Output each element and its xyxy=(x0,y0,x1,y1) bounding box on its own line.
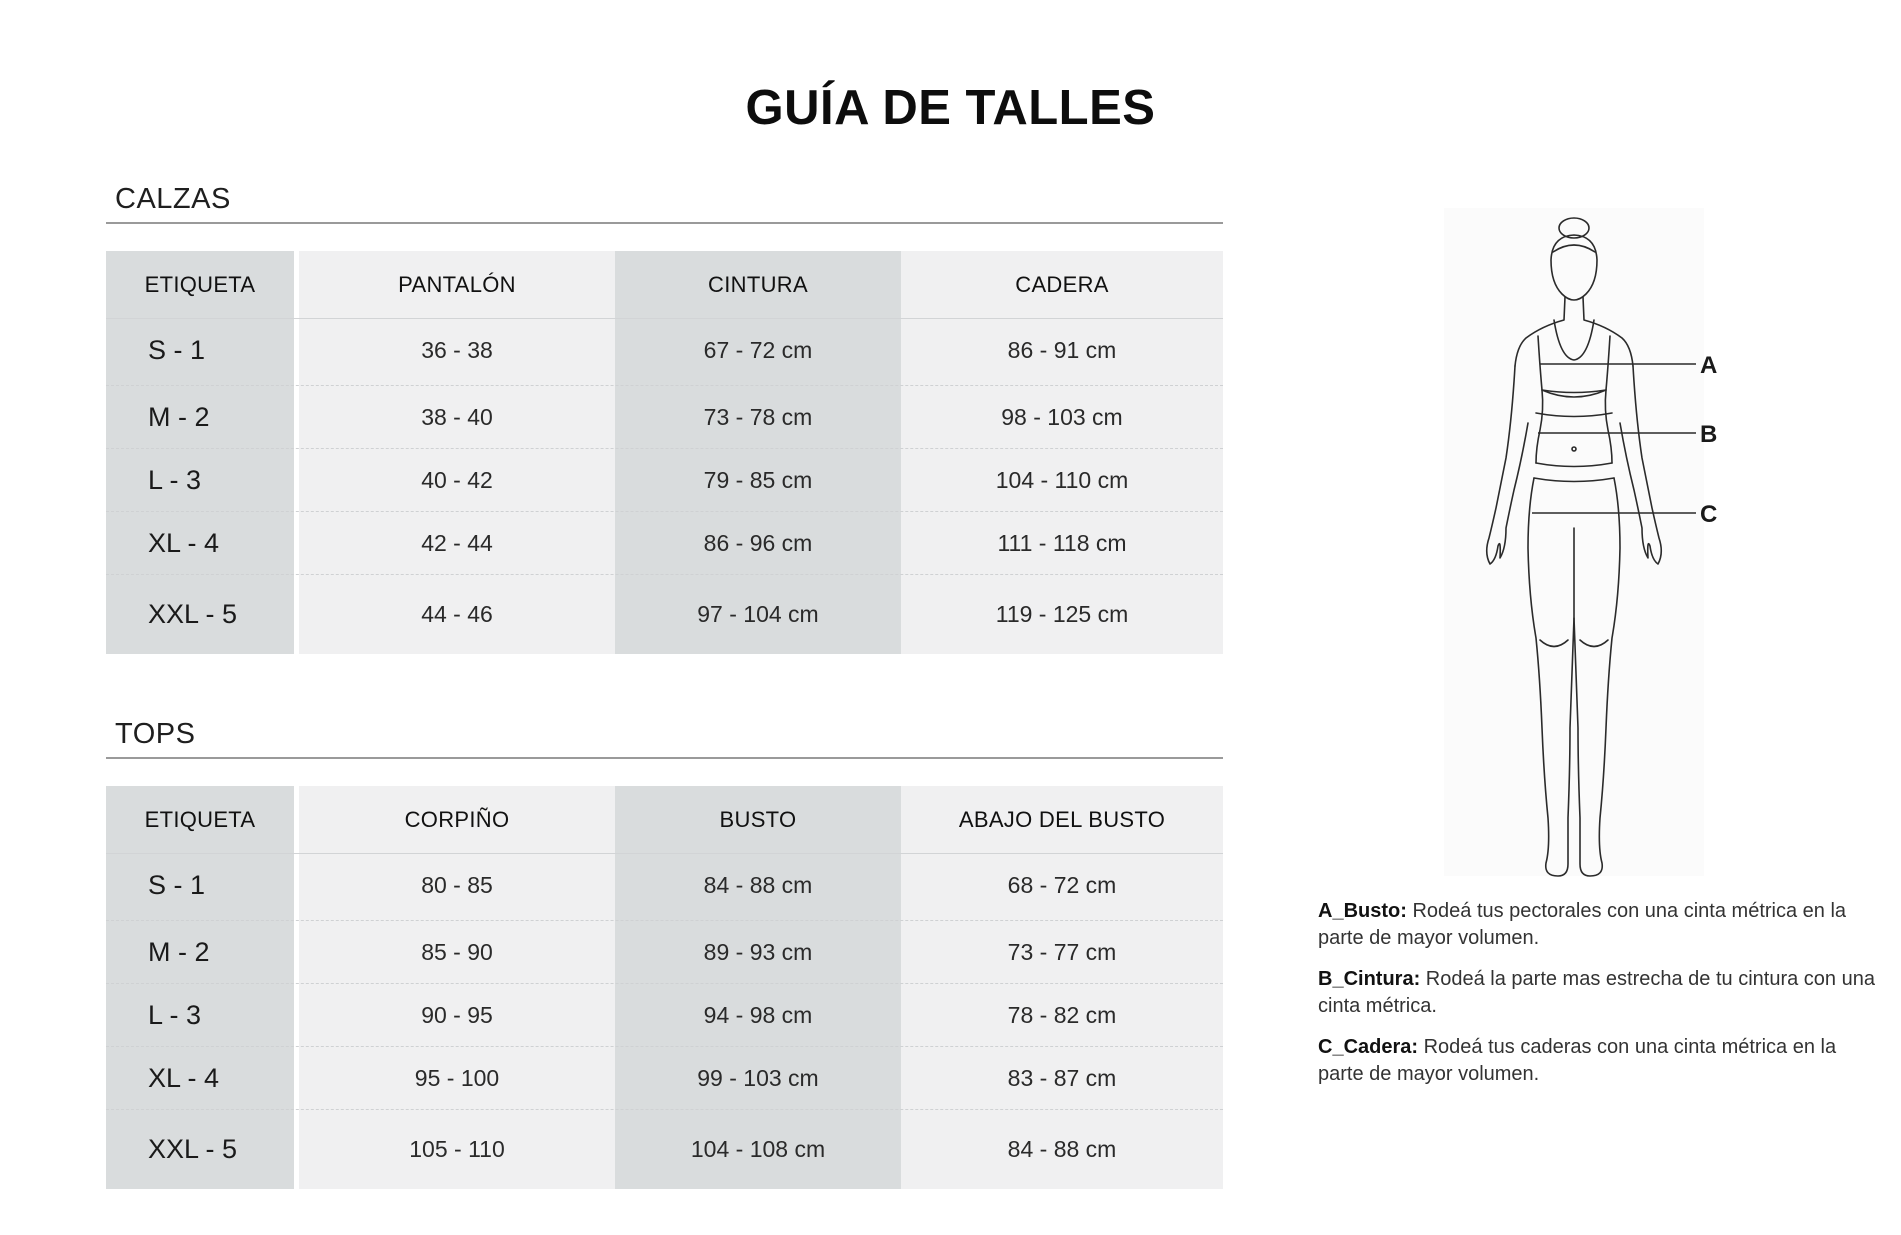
table-row xyxy=(106,920,1223,983)
table-row xyxy=(106,574,1223,654)
table-cell: 73 - 77 cm xyxy=(1007,938,1117,965)
table-cell: 90 - 95 xyxy=(421,1001,493,1028)
table-cell: 99 - 103 cm xyxy=(697,1064,819,1091)
size-label: S - 1 xyxy=(148,869,206,900)
note-text: Rodeá tus pectorales con una cinta métrica en la parte de mayor volumen. xyxy=(1318,900,1847,949)
header-cell: ETIQUETA xyxy=(144,806,256,832)
table-header-row xyxy=(106,251,1223,318)
size-label: M - 2 xyxy=(148,936,210,967)
size-label: XXL - 5 xyxy=(148,599,238,629)
table-cell: 85 - 90 xyxy=(421,938,493,965)
right-waist xyxy=(1605,390,1612,463)
note-text: Rodeá la parte mas estrecha de tu cintura con una cinta métrica. xyxy=(1318,968,1875,1017)
table-cell: 98 - 103 cm xyxy=(1001,403,1123,430)
page-title: GUÍA DE TALLES xyxy=(745,81,1156,135)
table-cell: 38 - 40 xyxy=(421,403,493,430)
table-cell: 73 - 78 cm xyxy=(703,403,813,430)
table-cell: 80 - 85 xyxy=(421,871,493,898)
right-arm xyxy=(1620,366,1661,564)
calzas-divider xyxy=(106,222,1223,224)
table-row xyxy=(106,1046,1223,1109)
left-knee xyxy=(1540,640,1568,647)
size-label: L - 3 xyxy=(148,999,202,1030)
table-cell: 119 - 125 cm xyxy=(995,601,1129,627)
table-cell: 42 - 44 xyxy=(421,529,493,556)
navel xyxy=(1572,447,1576,451)
body-measurement-figure xyxy=(1444,208,1764,888)
measurement-notes xyxy=(1318,898,1878,1102)
tops-size-table xyxy=(106,786,1223,1189)
table-cell: 97 - 104 cm xyxy=(697,601,819,627)
left-waist xyxy=(1536,390,1543,463)
table-cell: 78 - 82 cm xyxy=(1007,1001,1117,1028)
table-cell: 84 - 88 cm xyxy=(1007,1136,1117,1162)
note-text: Rodeá tus caderas con una cinta métrica en la parte de mayor volumen. xyxy=(1318,1036,1837,1085)
table-cell: 89 - 93 cm xyxy=(703,938,813,965)
table-row xyxy=(106,1109,1223,1189)
table-row xyxy=(106,448,1223,511)
header-cell: ABAJO DEL BUSTO xyxy=(958,806,1166,832)
table-row xyxy=(106,983,1223,1046)
size-label: XXL - 5 xyxy=(148,1134,238,1164)
calzas-section-title: CALZAS xyxy=(115,183,231,215)
table-cell: 86 - 96 cm xyxy=(703,529,813,556)
table-cell: 104 - 108 cm xyxy=(690,1136,826,1162)
table-cell: 84 - 88 cm xyxy=(703,871,813,898)
header-cell: CORPIÑO xyxy=(404,806,510,832)
marker-a: A xyxy=(1700,352,1718,379)
header-cell: ETIQUETA xyxy=(144,271,256,297)
table-row xyxy=(106,853,1223,916)
table-row xyxy=(106,318,1223,381)
table-cell: 68 - 72 cm xyxy=(1007,871,1117,898)
bra-neckline xyxy=(1554,320,1594,360)
table-cell: 86 - 91 cm xyxy=(1007,336,1117,363)
table-cell: 36 - 38 xyxy=(421,336,493,363)
waistband-bottom xyxy=(1534,478,1614,482)
tops-divider xyxy=(106,757,1223,759)
header-cell: BUSTO xyxy=(719,806,797,832)
right-knee xyxy=(1580,640,1608,647)
note-key: C_Cadera: xyxy=(1318,1036,1419,1058)
size-label: S - 1 xyxy=(148,334,206,365)
note-bust xyxy=(1318,898,1878,952)
size-label: M - 2 xyxy=(148,401,210,432)
right-leg xyxy=(1574,478,1620,876)
table-cell: 95 - 100 xyxy=(414,1064,500,1091)
table-cell: 44 - 46 xyxy=(421,601,493,627)
table-cell: 111 - 118 cm xyxy=(997,529,1127,556)
table-header-row xyxy=(106,786,1223,853)
table-row xyxy=(106,511,1223,574)
size-label: XL - 4 xyxy=(148,1062,220,1093)
table-cell: 105 - 110 xyxy=(409,1136,505,1162)
marker-c: C xyxy=(1700,501,1718,528)
table-cell: 67 - 72 cm xyxy=(703,336,813,363)
header-cell: CINTURA xyxy=(708,271,808,297)
left-leg xyxy=(1528,478,1574,876)
tops-section-title: TOPS xyxy=(115,718,196,750)
table-row xyxy=(106,385,1223,448)
note-waist xyxy=(1318,966,1878,1020)
header-cell: PANTALÓN xyxy=(398,271,516,297)
table-cell: 94 - 98 cm xyxy=(703,1001,813,1028)
header-cell: CADERA xyxy=(1015,271,1109,297)
note-key: A_Busto: xyxy=(1318,900,1407,922)
table-cell: 40 - 42 xyxy=(421,466,493,493)
hairline xyxy=(1553,245,1595,252)
note-key: B_Cintura: xyxy=(1318,968,1421,990)
left-arm xyxy=(1487,366,1528,564)
table-cell: 79 - 85 cm xyxy=(703,466,813,493)
waistband-top xyxy=(1536,463,1612,467)
size-label: L - 3 xyxy=(148,464,202,495)
note-hip xyxy=(1318,1034,1878,1088)
table-cell: 104 - 110 cm xyxy=(995,466,1129,493)
marker-b: B xyxy=(1700,421,1718,448)
calzas-size-table xyxy=(106,251,1223,654)
ribcage-line xyxy=(1536,413,1612,417)
size-label: XL - 4 xyxy=(148,527,220,558)
table-cell: 83 - 87 cm xyxy=(1007,1064,1117,1091)
